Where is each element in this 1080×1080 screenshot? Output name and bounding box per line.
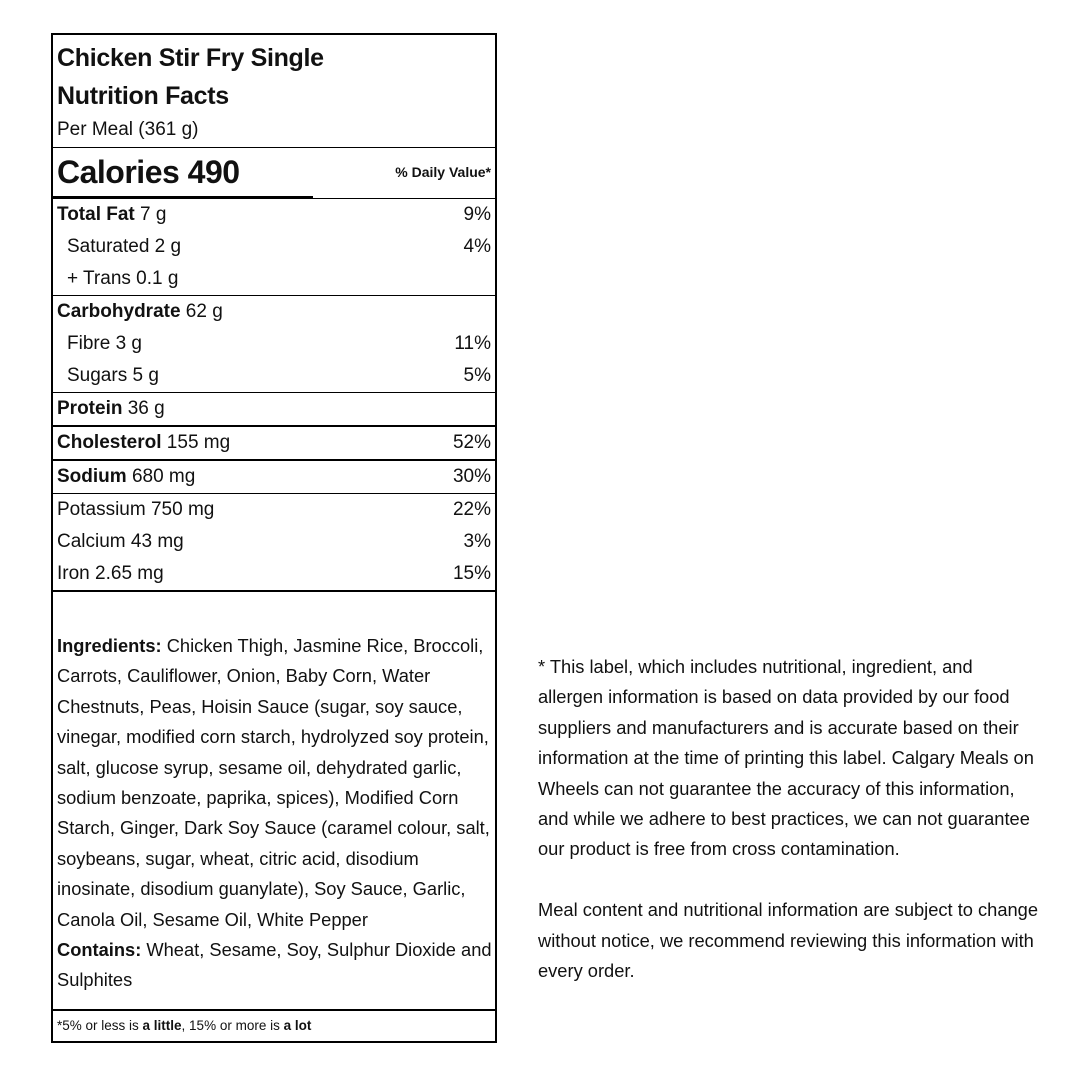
contains-label: Contains: (57, 939, 142, 961)
nutrient-name: Carbohydrate (57, 301, 181, 322)
nutrient-row-fibre (53, 328, 495, 360)
nutrient-row-trans (53, 263, 495, 295)
nutrient-amount: 680 mg (126, 466, 196, 487)
nutrient-row-potassium (53, 494, 495, 526)
nutrient-amount: 2.65 mg (89, 563, 164, 584)
footnote-a-lot: a lot (283, 1018, 312, 1033)
nutrient-amount: 2 g (149, 236, 182, 257)
disclaimer-text: * This label, which includes nutritional, ingredient, and allergen information is based on data provided by our food suppliers and manufacturers and is accurate based on their information at the time of printing this label. Calgary Meals on Wheels can not guarantee the accuracy of this information, and while we adhere to best practices, we can not guarantee our product is free from cross contamination. (538, 656, 1034, 860)
nutrient-amount: 0.1 g (130, 268, 179, 289)
nutrient-name: Iron (57, 563, 90, 584)
nutrient-percent: 15% (452, 563, 491, 584)
nutrient-name: Sugars (67, 365, 128, 386)
nutrient-amount: 36 g (122, 398, 165, 419)
nutrient-percent: 22% (452, 499, 491, 520)
nutrient-row-protein (53, 393, 495, 425)
nutrient-amount: 5 g (127, 365, 159, 386)
ingredients (57, 631, 493, 935)
nutrient-percent: 5% (463, 365, 491, 386)
nutrient-row-iron (53, 558, 495, 590)
nutrient-amount: 155 mg (161, 432, 231, 453)
nutrient-amount: 750 mg (145, 499, 215, 520)
nutrient-name: Protein (57, 398, 123, 419)
nutrient-amount: 62 g (180, 301, 223, 322)
serving-size: Per Meal (361 g) (57, 119, 199, 140)
nutrient-row-sugars (53, 360, 495, 392)
nutrient-name: Total Fat (57, 204, 135, 225)
calories-row (53, 148, 495, 198)
footnote-a-little: a little (142, 1018, 182, 1033)
nutrient-amount: 7 g (134, 204, 167, 225)
nutrient-amount: 3 g (110, 333, 142, 354)
nutrient-percent: 30% (452, 466, 491, 487)
daily-value-header: % Daily Value* (395, 164, 491, 180)
nutrient-name: Fibre (67, 333, 111, 354)
nutrient-percent: 11% (454, 333, 491, 354)
nutrient-name: Potassium (57, 499, 146, 520)
footnote-text-2: , 15% or more is (181, 1018, 284, 1033)
nutrient-percent: 52% (452, 432, 491, 453)
allergens (57, 935, 493, 996)
nutrient-percent: 9% (463, 204, 491, 225)
nutrient-name: Sodium (57, 466, 127, 487)
nutrient-row-cholesterol (53, 427, 495, 459)
footnote-text: *5% or less is (57, 1018, 143, 1033)
change-notice-text: Meal content and nutritional information are subject to change without notice, we recommend reviewing this information with every order. (538, 899, 1038, 982)
nutrient-amount: 43 mg (125, 531, 184, 552)
nutrient-row-saturated (53, 231, 495, 263)
ingredients-text: Chicken Thigh, Jasmine Rice, Broccoli, Carrots, Cauliflower, Onion, Baby Corn, Water Chestnuts, Peas, Hoisin Sauce (sugar, soy sauce, vinegar, modified corn starch, hydrolyzed soy protein, salt, glucose syrup, sesame oil, dehydrated garlic, sodium benzoate, paprika, spices), Modified Corn Starch, Ginger, Dark Soy Sauce (caramel colour, salt, soybeans, sugar, wheat, citric acid, disodium inosinate, disodium guanylate), Soy Sauce, Garlic, Canola Oil, Sesame Oil, White Pepper (57, 635, 490, 930)
nutrition-facts-heading: Nutrition Facts (57, 82, 229, 110)
ingredients-label: Ingredients: (57, 635, 162, 656)
nutrient-name: Cholesterol (57, 432, 162, 453)
nutrient-row-calcium (53, 526, 495, 558)
nutrient-percent: 3% (463, 531, 491, 552)
footnote (53, 1009, 495, 1041)
nutrient-row-sodium (53, 461, 495, 493)
ingredients-block (53, 627, 495, 996)
product-title: Chicken Stir Fry Single (57, 44, 324, 72)
calories: Calories 490 (57, 154, 240, 190)
nutrient-row-total-fat (53, 199, 495, 231)
contains-text: Wheat, Sesame, Soy, Sulphur Dioxide and Sulphites (57, 939, 492, 991)
nutrition-label (51, 33, 497, 1043)
nutrient-name: Calcium (57, 531, 126, 552)
side-notes (538, 652, 1038, 986)
nutrient-percent: 4% (463, 236, 491, 257)
nutrient-name: Saturated (67, 236, 150, 257)
nutrient-row-carbohydrate (53, 296, 495, 328)
label-header (53, 35, 495, 147)
nutrient-name: + Trans (67, 268, 131, 289)
